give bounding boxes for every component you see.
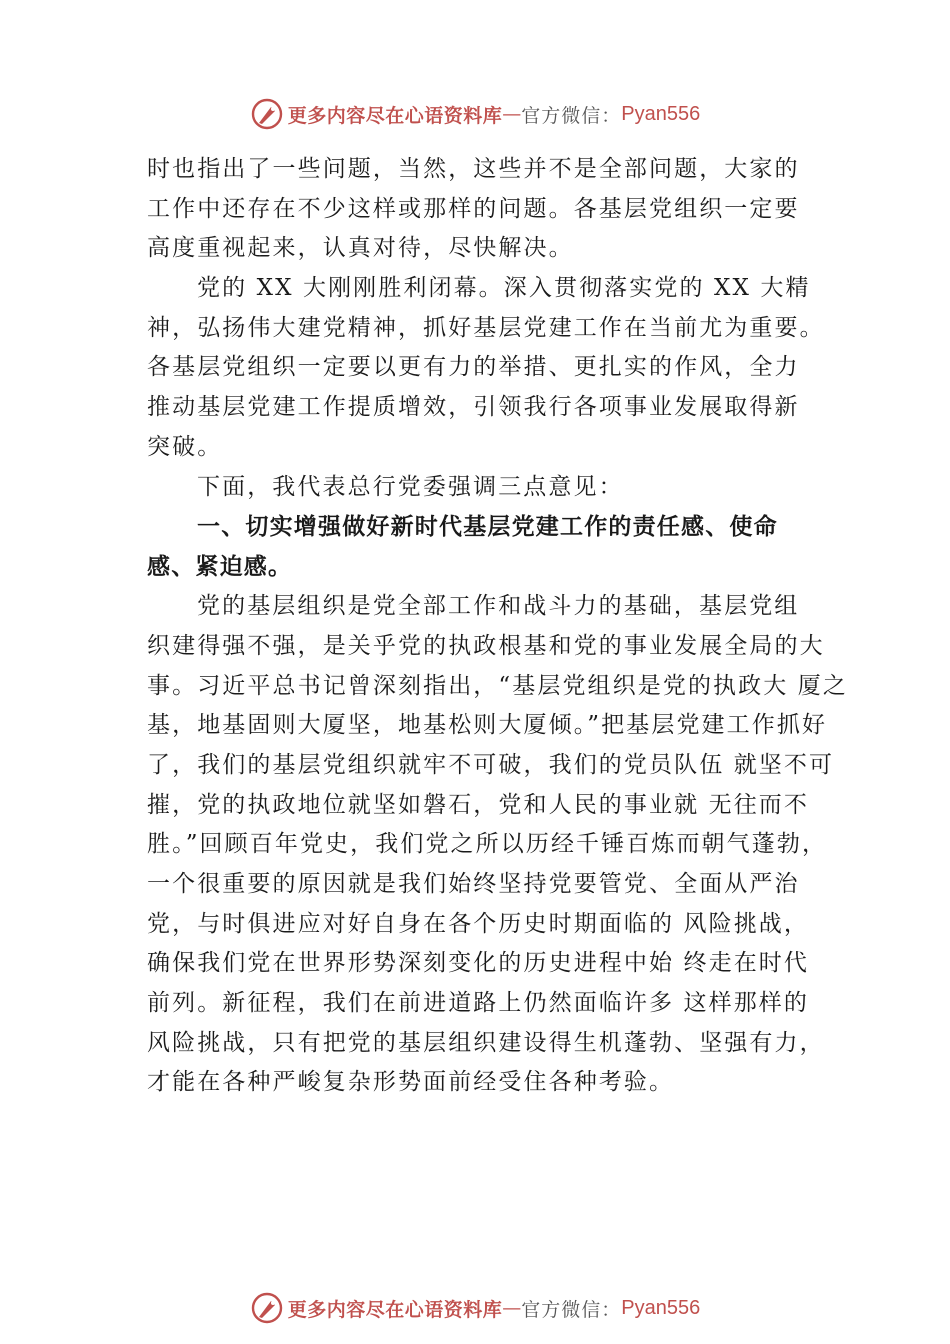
text-line: 推动基层党建工作提质增效，引领我行各项事业发展取得新 [147,394,800,421]
banner-wechat-id: Pyan556 [621,102,701,125]
header-banner [0,94,950,134]
footer-banner [0,1288,950,1328]
banner-wechat-label: 官方微信： [521,1298,622,1321]
pen-nib-logo-icon [250,1291,284,1325]
banner-site-text: 更多内容尽在心语资料库 [287,104,503,127]
text-line: 下面，我代表总行党委强调三点意见： [197,473,624,500]
text-line: 基，地基固则大厦坚，地基松则大厦倾。”把基层党建工作抓好 [147,712,828,739]
text-line: 了，我们的基层党组织就牢不可破，我们的党员队伍 就坚不可 [147,751,835,778]
section-heading [147,507,832,587]
text-line: 党的 XX 大刚刚胜利闭幕。深入贯彻落实党的 XX 大精 [197,275,811,302]
text-line: 各基层党组织一定要以更有力的举措、更扎实的作风，全力 [147,354,800,381]
heading-line: 一、切实增强做好新时代基层党建工作的责任感、使命 [197,514,778,541]
text-line: 事。习近平总书记曾深刻指出，“基层党组织是党的执政大 厦之 [147,672,848,699]
text-line: 前列。新征程，我们在前进道路上仍然面临许多 这样那样的 [147,990,810,1017]
text-line: 风险挑战，只有把党的基层组织建设得生机蓬勃、坚强有力， [147,1029,825,1056]
banner-wechat-label: 官方微信： [521,104,622,127]
text-line: 确保我们党在世界形势深刻变化的历史进程中始 终走在时代 [147,950,810,977]
text-line: 织建得强不强，是关乎党的执政根基和党的事业发展全局的大 [147,632,825,659]
paragraph-4 [147,587,848,1103]
paragraph-1 [147,150,832,269]
text-line: 时也指出了一些问题，当然，这些并不是全部问题，大家的 [147,156,800,182]
banner-separator: — [502,103,522,125]
text-line: 摧，党的执政地位就坚如磐石，党和人民的事业就 无往而不 [147,791,810,818]
text-line: 胜。”回顾百年党史，我们党之所以历经千锤百炼而朝气蓬勃， [147,831,828,858]
text-line: 工作中还存在不少这样或那样的问题。各基层党组织一定要 [147,195,800,222]
banner-site-text: 更多内容尽在心语资料库 [287,1298,503,1321]
banner-wechat-id: Pyan556 [621,1296,701,1319]
text-line: 党的基层组织是党全部工作和战斗力的基础，基层党组 [197,593,800,620]
paragraph-2 [147,269,832,467]
text-line: 神，弘扬伟大建党精神，抓好基层党建工作在当前尤为重要。 [147,314,825,341]
text-line: 高度重视起来，认真对待，尽快解决。 [147,235,574,262]
banner-separator: — [502,1297,522,1319]
text-line: 才能在各种严峻复杂形势面前经受住各种考验。 [147,1069,675,1096]
text-line: 一个很重要的原因就是我们始终坚持党要管党、全面从严治 [147,871,800,897]
text-line: 党，与时俱进应对好自身在各个历史时期面临的 风险挑战， [147,910,810,937]
heading-line: 感、紧迫感。 [147,554,293,581]
pen-nib-logo-icon [250,97,284,131]
paragraph-3 [147,468,832,508]
text-line: 突破。 [147,433,223,460]
document-body [147,150,848,1103]
